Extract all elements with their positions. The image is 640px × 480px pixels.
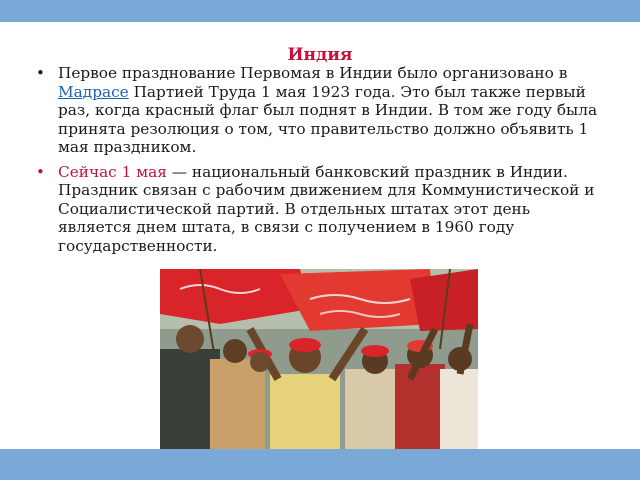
bullet-item-1 (36, 64, 606, 157)
may-day-rally-photo (160, 269, 478, 451)
bullet-1-text-after: Партией Труда 1 мая 1923 года. Это был также первый раз, когда красный флаг был поднят в Индии. В том же году была принята резолюция о том, что правительство должно объявить 1 мая праздником. (58, 82, 598, 156)
bottom-decor-bar (0, 449, 640, 480)
top-decor-bar (0, 0, 640, 22)
bullet-marker: • (36, 162, 45, 181)
madras-link[interactable]: Мадрасе (58, 82, 129, 101)
bullet-marker: • (36, 64, 45, 82)
rally-photo-illustration (160, 269, 478, 451)
bullet-2-highlight: Сейчас 1 мая (58, 162, 167, 181)
bullet-item-2 (36, 163, 606, 256)
bullet-2-text-after: — национальный банковский праздник в Индии. Праздник связан с рабочим движением для Коммунистической и Социалистической партий. В отдельных штатах этот день является днем штата, в связи с получением в 1960 году государственности. (58, 162, 595, 255)
bullet-1-text-before: Первое празднование Первомая в Индии было организовано в (58, 64, 568, 82)
bullet-list (36, 64, 606, 261)
slide-title: Индия (287, 45, 353, 65)
